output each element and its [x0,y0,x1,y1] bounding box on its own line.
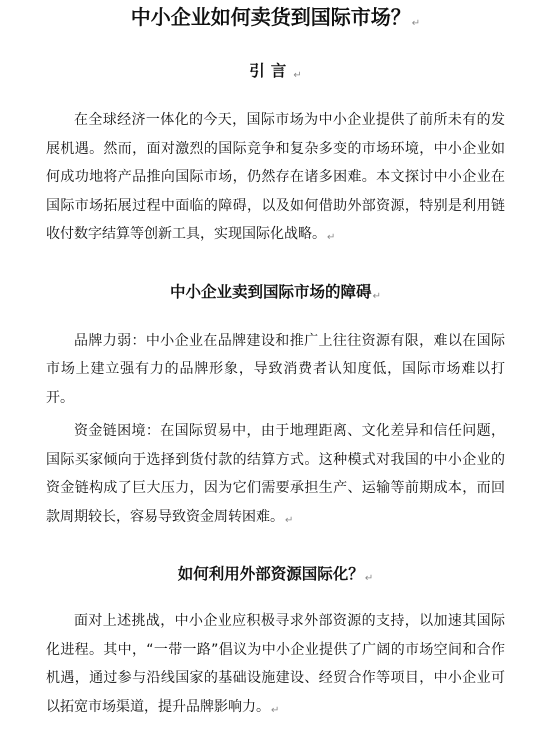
paragraph-mark-icon: ↵ [327,232,336,243]
document-title [46,0,505,39]
paragraph-funding-dilemma-text: 资金链困境：在国际贸易中，由于地理距离、文化差异和信任问题，国际买家倾向于选择到货付款的结算方式。这种模式对我国的中小企业的资金链构成了巨大压力，因为它们需要承担生产、运输等前期成本，而回款周期较长，容易导致资金周转困难。 [46,423,505,525]
document-title-text: 中小企业如何卖货到国际市场？ [130,5,411,29]
paragraph-mark-icon: ↵ [285,514,294,526]
paragraph-facing-challenges [46,607,505,725]
section-heading-external-resources-text: 如何利用外部资源国际化？ [177,565,364,583]
paragraph-funding-dilemma [46,417,505,535]
paragraph-intro-text: 在全球经济一体化的今天，国际市场为中小企业提供了前所未有的发展机遇。然而，面对激烈的国际竞争和复杂多变的市场环境，中小企业如何成功地将产品推向国际市场，仍然存在诸多困难。本文探讨中小企业在国际市场拓展过程中面临的障碍，以及如何借助外部资源，特别是利用链收付数字结算等创新工具，实现国际化战略。 [46,112,505,242]
section-heading-obstacles [46,280,505,309]
paragraph-brand-weakness [46,327,505,413]
section-heading-external-resources [46,561,505,592]
paragraph-facing-challenges-text: 面对上述挑战，中小企业应积极寻求外部资源的支持，以加速其国际化进程。其中，“一带一路”倡议为中小企业提供了广阔的市场空间和合作机遇，通过参与沿线国家的基础设施建设、经贸合作等项目，中小企业可以拓宽市场渠道，提升品牌影响力。 [46,613,505,715]
paragraph-intro [46,106,505,253]
paragraph-mark-icon: ↵ [293,70,302,81]
section-heading-intro [46,58,505,89]
paragraph-mark-icon: ↵ [411,18,421,29]
section-heading-obstacles-text: 中小企业卖到国际市场的障碍 [170,282,372,301]
paragraph-brand-weakness-text: 品牌力弱：中小企业在品牌建设和推广上往往资源有限，难以在国际市场上建立强有力的品牌形象，导致消费者认知度低，国际市场难以打开。 [46,332,505,406]
paragraph-mark-icon: ↵ [271,704,280,716]
paragraph-mark-icon: ↵ [372,290,381,302]
paragraph-mark-icon: ↵ [364,573,374,584]
section-heading-intro-text: 引言 [249,62,293,80]
